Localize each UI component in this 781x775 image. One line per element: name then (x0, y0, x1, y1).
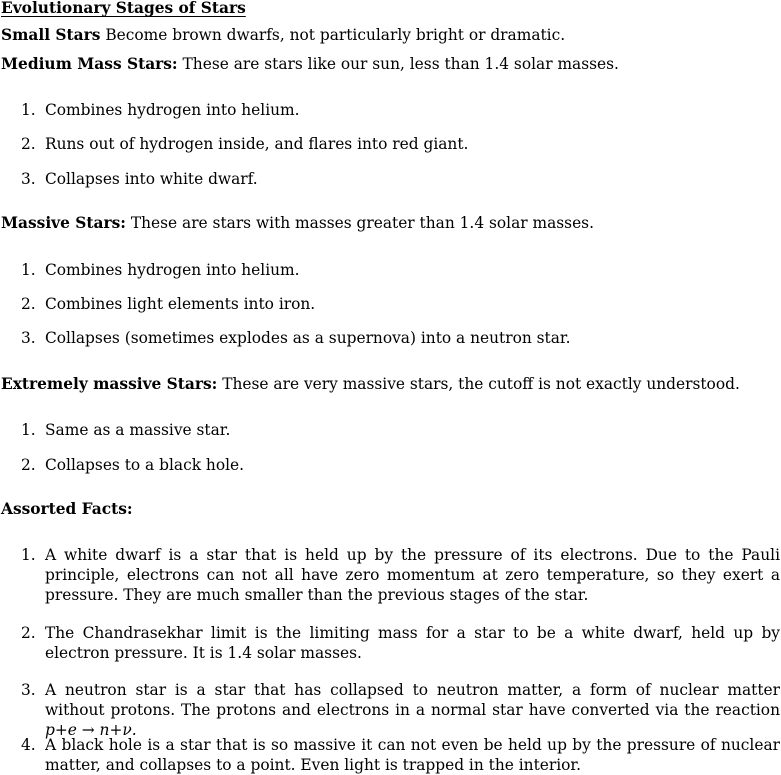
fact-item-3 (45, 680, 780, 740)
list-number: 1. (21, 261, 36, 279)
page-title: Evolutionary Stages of Stars (1, 0, 246, 17)
list-item: Same as a massive star. (45, 421, 231, 439)
list-number: 2. (21, 456, 36, 474)
list-item: Combines hydrogen into helium. (45, 261, 300, 279)
list-number: 3. (21, 170, 36, 188)
list-number: 1. (21, 421, 36, 439)
massive-stars-line (1, 213, 594, 233)
list-number: 3. (21, 681, 36, 699)
list-number: 3. (21, 329, 36, 347)
list-number: 2. (21, 295, 36, 313)
extreme-stars-heading: Extremely massive Stars: (1, 375, 218, 393)
massive-stars-heading: Massive Stars: (1, 214, 126, 232)
fact-item-text: A neutron star is a star that has collapsed to neutron matter, a form of nuclear matter without protons. The protons and electrons in a normal star have converted via the reaction (45, 681, 780, 719)
fact-item: A white dwarf is a star that is held up by the pressure of its electrons. Due to the Pauli principle, electrons can not all have zero momentum at zero temperature, so they exert a pressure. They are much smaller than the previous stages of the star. (45, 546, 780, 604)
small-stars-line (1, 25, 565, 45)
list-item: Collapses (sometimes explodes as a supernova) into a neutron star. (45, 329, 571, 347)
list-number: 1. (21, 546, 36, 564)
list-number: 1. (21, 101, 36, 119)
list-item: Combines light elements into iron. (45, 295, 316, 313)
extreme-stars-text: These are very massive stars, the cutoff is not exactly understood. (222, 375, 740, 393)
list-item: Combines hydrogen into helium. (45, 101, 300, 119)
extreme-stars-line (1, 374, 740, 394)
list-item: Collapses into white dwarf. (45, 170, 258, 188)
list-number: 2. (21, 624, 36, 642)
list-number: 2. (21, 135, 36, 153)
massive-stars-text: These are stars with masses greater than 1.4 solar masses. (130, 214, 594, 232)
small-stars-heading: Small Stars (1, 26, 101, 44)
small-stars-text: Become brown dwarfs, not particularly bright or dramatic. (105, 26, 566, 44)
medium-stars-heading: Medium Mass Stars: (1, 55, 178, 73)
list-item: Collapses to a black hole. (45, 456, 245, 474)
facts-heading: Assorted Facts: (1, 500, 133, 518)
fact-item: The Chandrasekhar limit is the limiting mass for a star to be a white dwarf, held up by electron pressure. It is 1.4 solar masses. (45, 624, 780, 662)
list-item: Runs out of hydrogen inside, and flares into red giant. (45, 135, 469, 153)
list-number: 4. (21, 736, 36, 754)
reaction-equation: p+e → n+ν. (45, 721, 137, 739)
medium-stars-text: These are stars like our sun, less than 1.4 solar masses. (182, 55, 619, 73)
fact-item: A black hole is a star that is so massive it can not even be held up by the pressure of nuclear matter, and collapses to a point. Even light is trapped in the interior. (45, 736, 780, 774)
medium-stars-line (1, 54, 619, 74)
